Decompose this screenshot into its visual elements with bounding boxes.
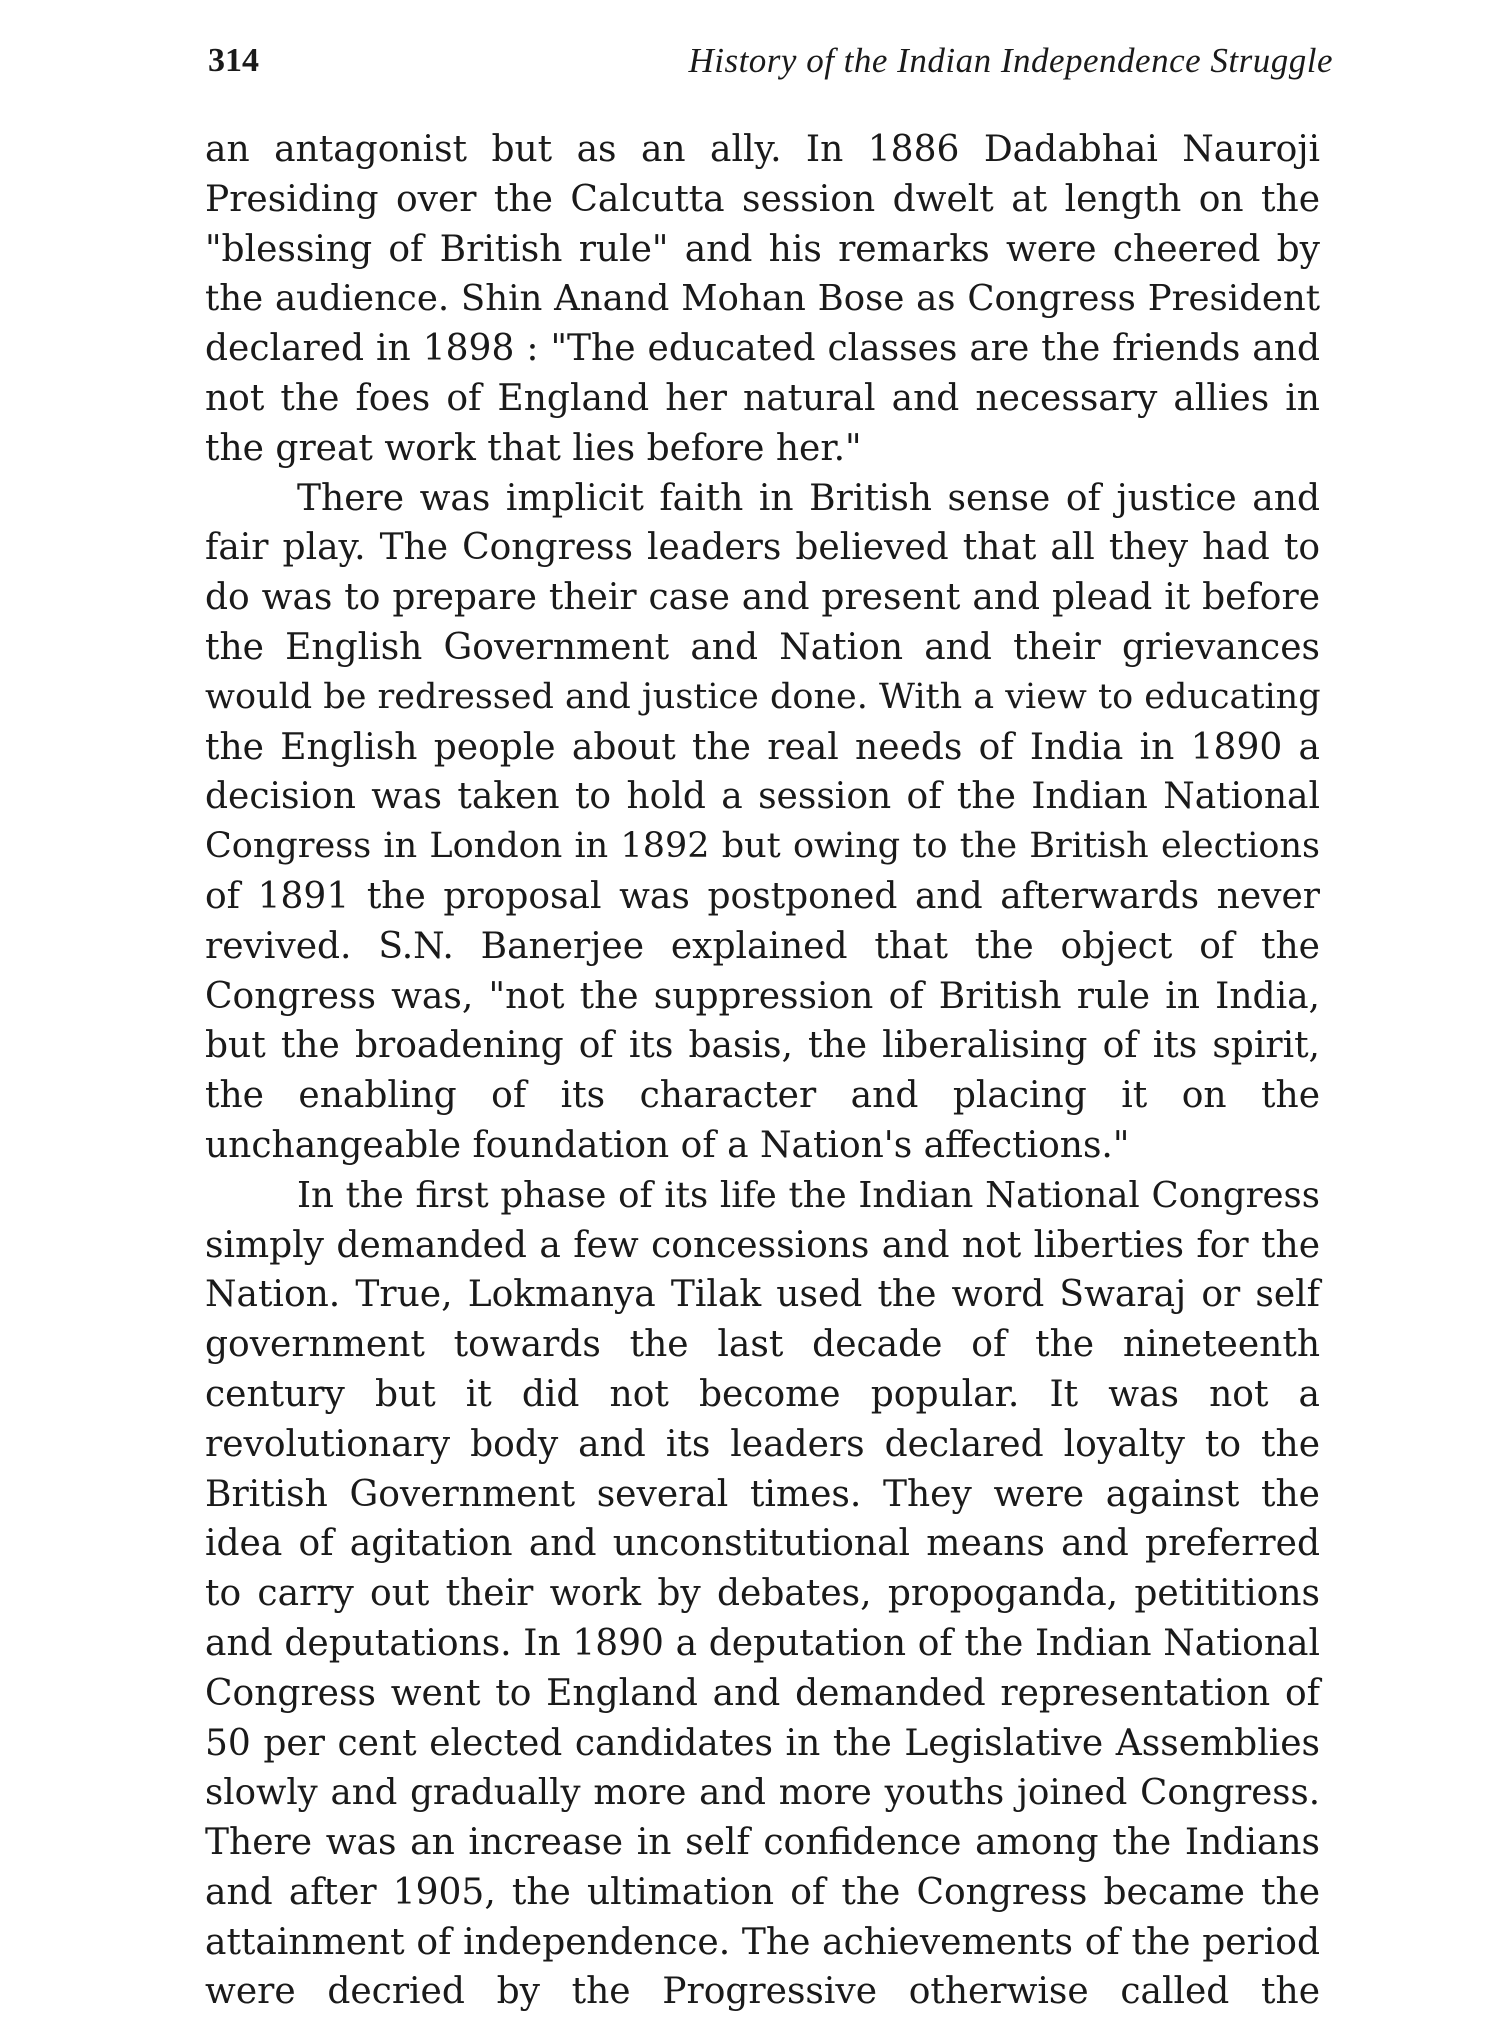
text-line: There was an increase in self confidence among the Indians [205, 1822, 1320, 1864]
text-line: decision was taken to hold a session of the Indian National [205, 776, 1320, 818]
text-line: and after 1905, the ultimation of the Congress became the [205, 1871, 1320, 1913]
text-line: In the first phase of its life the Indian National Congress [297, 1174, 1320, 1216]
text-line: of 1891 the proposal was postponed and afterwards never [205, 875, 1320, 917]
text-line: an antagonist but as an ally. In 1886 Dadabhai Nauroji [205, 129, 1320, 170]
text-line: "blessing of British rule" and his remarks were cheered by [205, 228, 1320, 270]
text-line: but the broadening of its basis, the liberalising of its spirit, [205, 1025, 1320, 1067]
text-line: revived. S.N. Banerjee explained that the object of the [205, 925, 1320, 967]
text-line: not the foes of England her natural and necessary allies in [205, 377, 1320, 419]
text-line: government towards the last decade of the nineteenth [205, 1324, 1320, 1366]
page-number: 314 [208, 42, 259, 79]
text-line: slowly and gradually more and more youths joined Congress. [205, 1772, 1320, 1814]
text-line: Presiding over the Calcutta session dwelt at length on the [205, 178, 1320, 220]
text-line: Congress was, "not the suppression of British rule in India, [205, 975, 1320, 1017]
text-line: the enabling of its character and placing it on the [205, 1075, 1320, 1117]
text-line: idea of agitation and unconstitutional means and preferred [205, 1523, 1320, 1565]
text-line: were decried by the Progressive otherwise called the [205, 1971, 1320, 2013]
text-line: simply demanded a few concessions and not liberties for the [205, 1224, 1320, 1266]
text-line: and deputations. In 1890 a deputation of the Indian National [205, 1622, 1320, 1664]
text-line: century but it did not become popular. It was not a [205, 1373, 1320, 1415]
text-line: declared in 1898 : "The educated classes are the friends and [205, 328, 1320, 370]
text-line: revolutionary body and its leaders declared loyalty to the [205, 1423, 1320, 1465]
text-line: British Government several times. They were against the [205, 1473, 1320, 1515]
text-line: Nation. True, Lokmanya Tilak used the word Swaraj or self [205, 1274, 1320, 1316]
text-line: attainment of independence. The achievements of the period [205, 1921, 1320, 1963]
text-line: the English Government and Nation and their grievances [205, 626, 1320, 668]
text-line: Congress went to England and demanded representation of [205, 1672, 1320, 1714]
text-line: the English people about the real needs of India in 1890 a [205, 726, 1320, 768]
running-head [208, 36, 1333, 86]
body-text [205, 125, 1320, 2017]
book-title: History of the Indian Independence Struggle [688, 41, 1333, 80]
text-line: fair play. The Congress leaders believed that all they had to [205, 527, 1320, 569]
text-line: There was implicit faith in British sense of justice and [297, 477, 1320, 519]
text-line: to carry out their work by debates, propoganda, petititions [205, 1573, 1320, 1615]
text-line: Congress in London in 1892 but owing to the British elections [205, 826, 1320, 867]
text-line: the audience. Shin Anand Mohan Bose as Congress President [205, 278, 1320, 320]
text-line: would be redressed and justice done. With a view to educating [205, 676, 1321, 717]
text-line: do was to prepare their case and present and plead it before [205, 577, 1320, 619]
text-line: unchangeable foundation of a Nation's affections." [205, 1124, 1130, 1166]
text-line: 50 per cent elected candidates in the Legislative Assemblies [205, 1722, 1320, 1764]
text-line: the great work that lies before her." [205, 427, 862, 469]
